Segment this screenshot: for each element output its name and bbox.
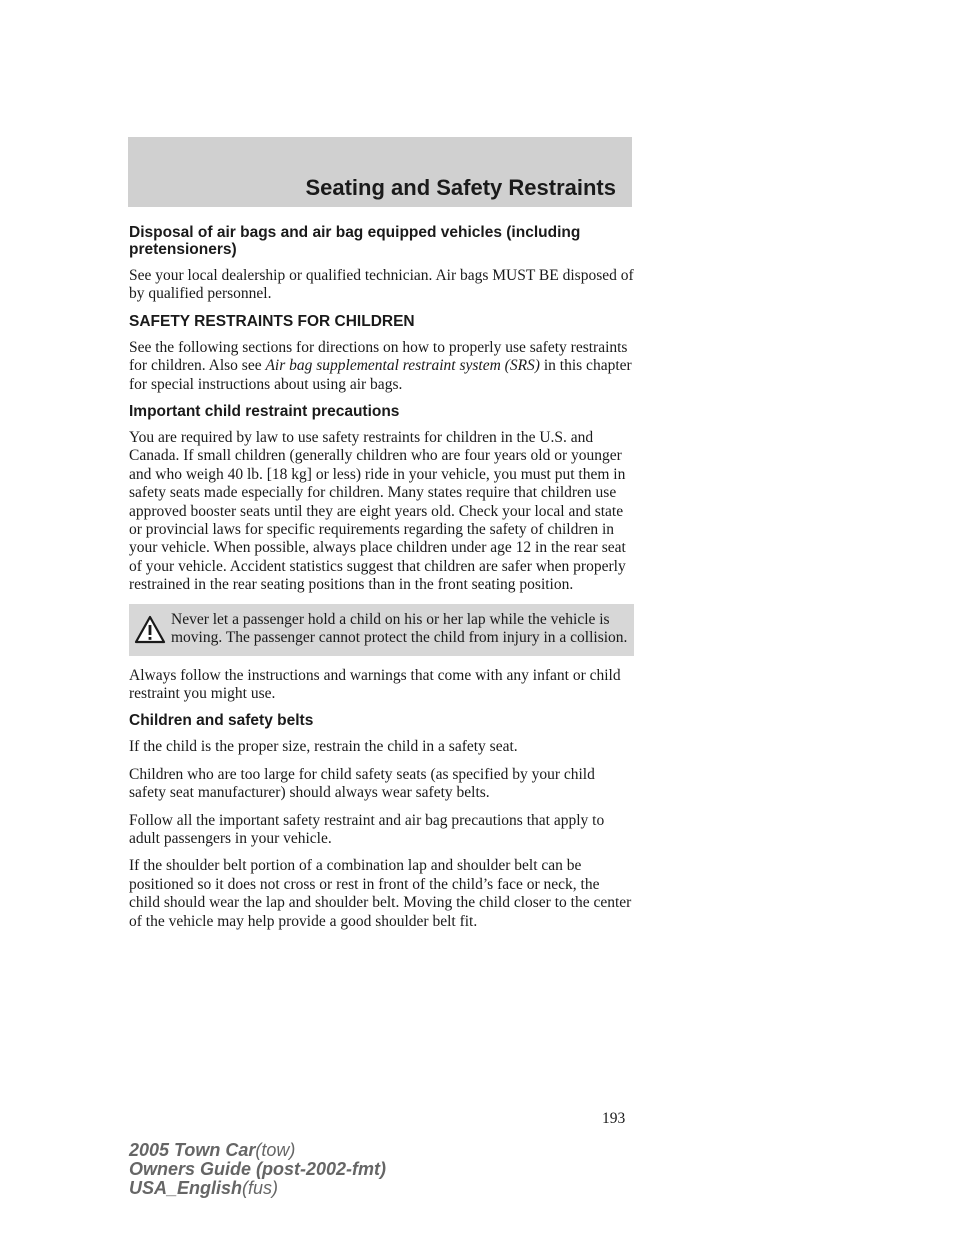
belts-paragraph-3: Follow all the important safety restraint and air bag precautions that apply to adult passengers in your vehicle. (129, 811, 605, 847)
warning-text: Never let a passenger hold a child on his or her lap while the vehicle is moving. The passenger cannot protect the child from injury in a collision. (171, 610, 628, 647)
disposal-text: See your local dealership or qualified technician. Air bags MUST BE disposed of by qualified personnel. (129, 267, 634, 303)
precautions-text: You are required by law to use safety restraints for children in the U.S. and Canada. If small children (generally children who are four years old or younger and who weigh 40 lb. [18 kg] or less) ride in your vehicle, you must put them in safety seats made especially for children. Many states require that children use approved booster seats until they are eight years old. Check your local and state or provincial laws for specific requirements regarding the safety of children in your vehicle. When possible, always place children under age 12 in the rear seat of your vehicle. Accident statistics suggest that children are safer when properly restrained in the rear seating positions than in the front seating position. (129, 429, 626, 594)
footer-line-2 (129, 1160, 386, 1179)
belts-paragraph-1: If the child is the proper size, restrain the child in a safety seat. (129, 738, 518, 756)
footer-guide: Owners Guide (post-2002-fmt) (129, 1159, 387, 1179)
warning-triangle-icon (129, 614, 171, 646)
page-number: 193 (602, 1110, 626, 1127)
precautions-heading: Important child restraint precautions (129, 403, 400, 421)
page-content (129, 224, 634, 940)
footer-model: 2005 Town Car (129, 1140, 256, 1160)
belts-paragraph-2: Children who are too large for child safety seats (as specified by your child safety seat manufacturer) should always wear safety belts. (129, 765, 595, 802)
footer-language-code: (fus) (242, 1178, 279, 1198)
srs-reference: Air bag supplemental restraint system (SRS) (265, 357, 540, 375)
warning-box (129, 604, 634, 656)
document-footer (129, 1141, 386, 1198)
belts-heading: Children and safety belts (129, 712, 314, 730)
follow-instructions-text: Always follow the instructions and warnings that come with any infant or child restraint you might use. (129, 666, 621, 702)
footer-model-code: (tow) (255, 1140, 296, 1160)
footer-line-3 (129, 1179, 386, 1198)
footer-language: USA_English (129, 1178, 243, 1198)
children-intro-part-1: See the following sections for directions on how to properly use safety restraints for children. Also see (129, 338, 628, 375)
footer-line-1 (129, 1141, 386, 1160)
disposal-heading: Disposal of air bags and air bag equipped vehicles (including pretensioners) (129, 224, 581, 258)
section-title: Seating and Safety Restraints (305, 175, 616, 200)
belts-paragraph-4: If the shoulder belt portion of a combination lap and shoulder belt can be positioned so it does not cross or rest in front of the child’s face or neck, the child should wear the lap and shoulder belt. Moving the child closer to the center of the vehicle may help provide a good shoulder belt fit. (129, 857, 632, 930)
children-intro-part-2: in this chapter for special instructions about using air bags. (129, 357, 632, 393)
children-heading: SAFETY RESTRAINTS FOR CHILDREN (129, 312, 415, 330)
section-header-band (128, 137, 632, 207)
children-intro (129, 339, 634, 394)
